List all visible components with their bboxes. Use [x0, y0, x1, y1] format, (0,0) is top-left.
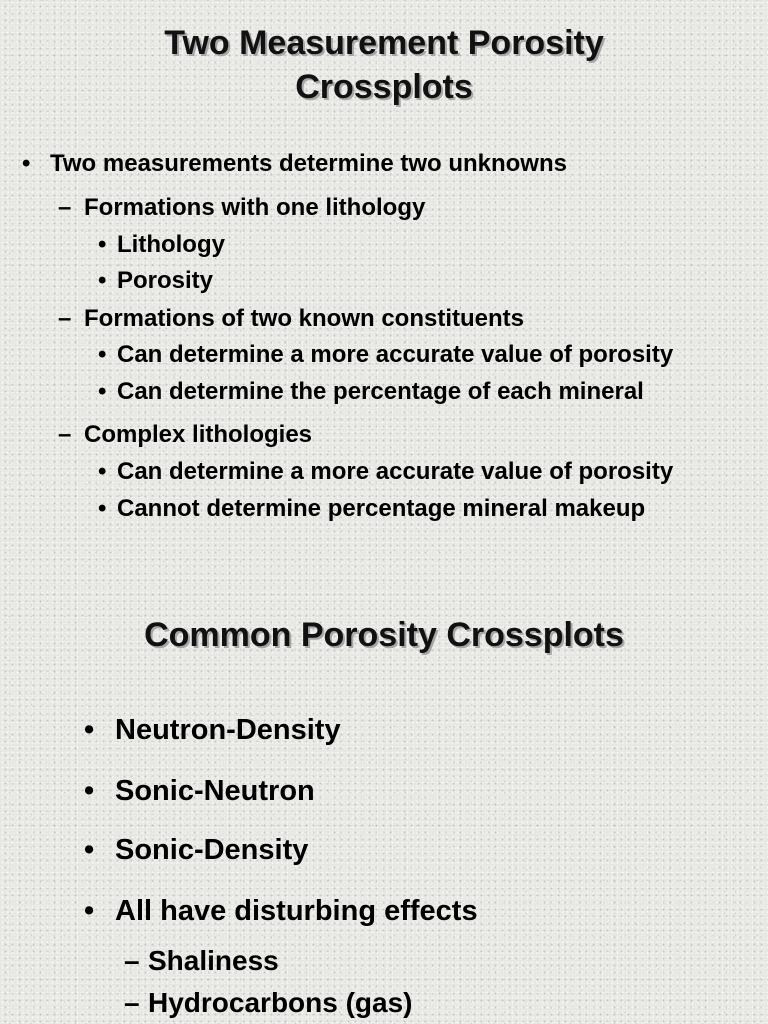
- slide1-title-line1: Two Measurement Porosity: [164, 24, 604, 62]
- group-label-text: Complex lithologies: [84, 421, 313, 448]
- sub-item-text: Porosity: [117, 267, 214, 294]
- bullet-text: Neutron-Density: [115, 714, 341, 746]
- sub-item-text: Can determine the percentage of each mineral: [117, 378, 644, 405]
- sub-item-lithology: [98, 231, 225, 259]
- small-bullet-marker: •: [98, 267, 107, 294]
- sub-item-shaliness: [124, 945, 279, 977]
- small-bullet-marker: •: [98, 231, 107, 258]
- dash-marker: –: [124, 945, 140, 976]
- sub-item-text: Shaliness: [148, 945, 279, 976]
- group-label-complex-lithologies: [58, 421, 312, 449]
- sub-item-accurate-porosity: [98, 341, 673, 369]
- bullet-text: All have disturbing effects: [115, 895, 478, 927]
- dash-marker: –: [58, 421, 72, 448]
- sub-item-percentage-mineral: [98, 378, 644, 406]
- group-label-two-constituents: [58, 305, 524, 333]
- main-bullet: [22, 150, 567, 178]
- small-bullet-marker: •: [98, 495, 107, 522]
- sub-item-porosity: [98, 267, 213, 295]
- sub-item-mineral-makeup: [98, 495, 645, 523]
- bullet-marker: •: [84, 714, 95, 746]
- bullet-marker: •: [84, 775, 95, 807]
- dash-marker: –: [58, 305, 72, 332]
- small-bullet-marker: •: [98, 458, 107, 485]
- bullet-neutron-density: [84, 714, 341, 747]
- sub-item-text: Can determine a more accurate value of porosity: [117, 341, 674, 368]
- sub-item-text: Lithology: [117, 231, 225, 258]
- bullet-sonic-density: [84, 834, 308, 867]
- bullet-marker: •: [84, 834, 95, 866]
- slide2-title: Common Porosity Crossplots: [144, 616, 624, 654]
- bullet-text: Sonic-Density: [115, 834, 309, 866]
- bullet-marker: •: [22, 150, 31, 177]
- sub-item-text: Cannot determine percentage mineral makeup: [117, 495, 646, 522]
- bullet-sonic-neutron: [84, 775, 315, 808]
- main-bullet-text: Two measurements determine two unknowns: [50, 150, 567, 177]
- sub-item-accurate-porosity-complex: [98, 458, 673, 486]
- sub-item-hydrocarbons: [124, 987, 413, 1019]
- bullet-disturbing-effects: [84, 895, 478, 928]
- group-label-text: Formations with one lithology: [84, 194, 426, 221]
- bullet-marker: •: [84, 895, 95, 927]
- dash-marker: –: [124, 987, 140, 1018]
- sub-item-text: Hydrocarbons (gas): [148, 987, 413, 1018]
- dash-marker: –: [58, 194, 72, 221]
- group-label-one-lithology: [58, 194, 425, 222]
- small-bullet-marker: •: [98, 341, 107, 368]
- slide1-title-line2: Crossplots: [295, 68, 473, 106]
- group-label-text: Formations of two known constituents: [84, 305, 524, 332]
- bullet-text: Sonic-Neutron: [115, 775, 315, 807]
- small-bullet-marker: •: [98, 378, 107, 405]
- sub-item-text: Can determine a more accurate value of porosity: [117, 458, 674, 485]
